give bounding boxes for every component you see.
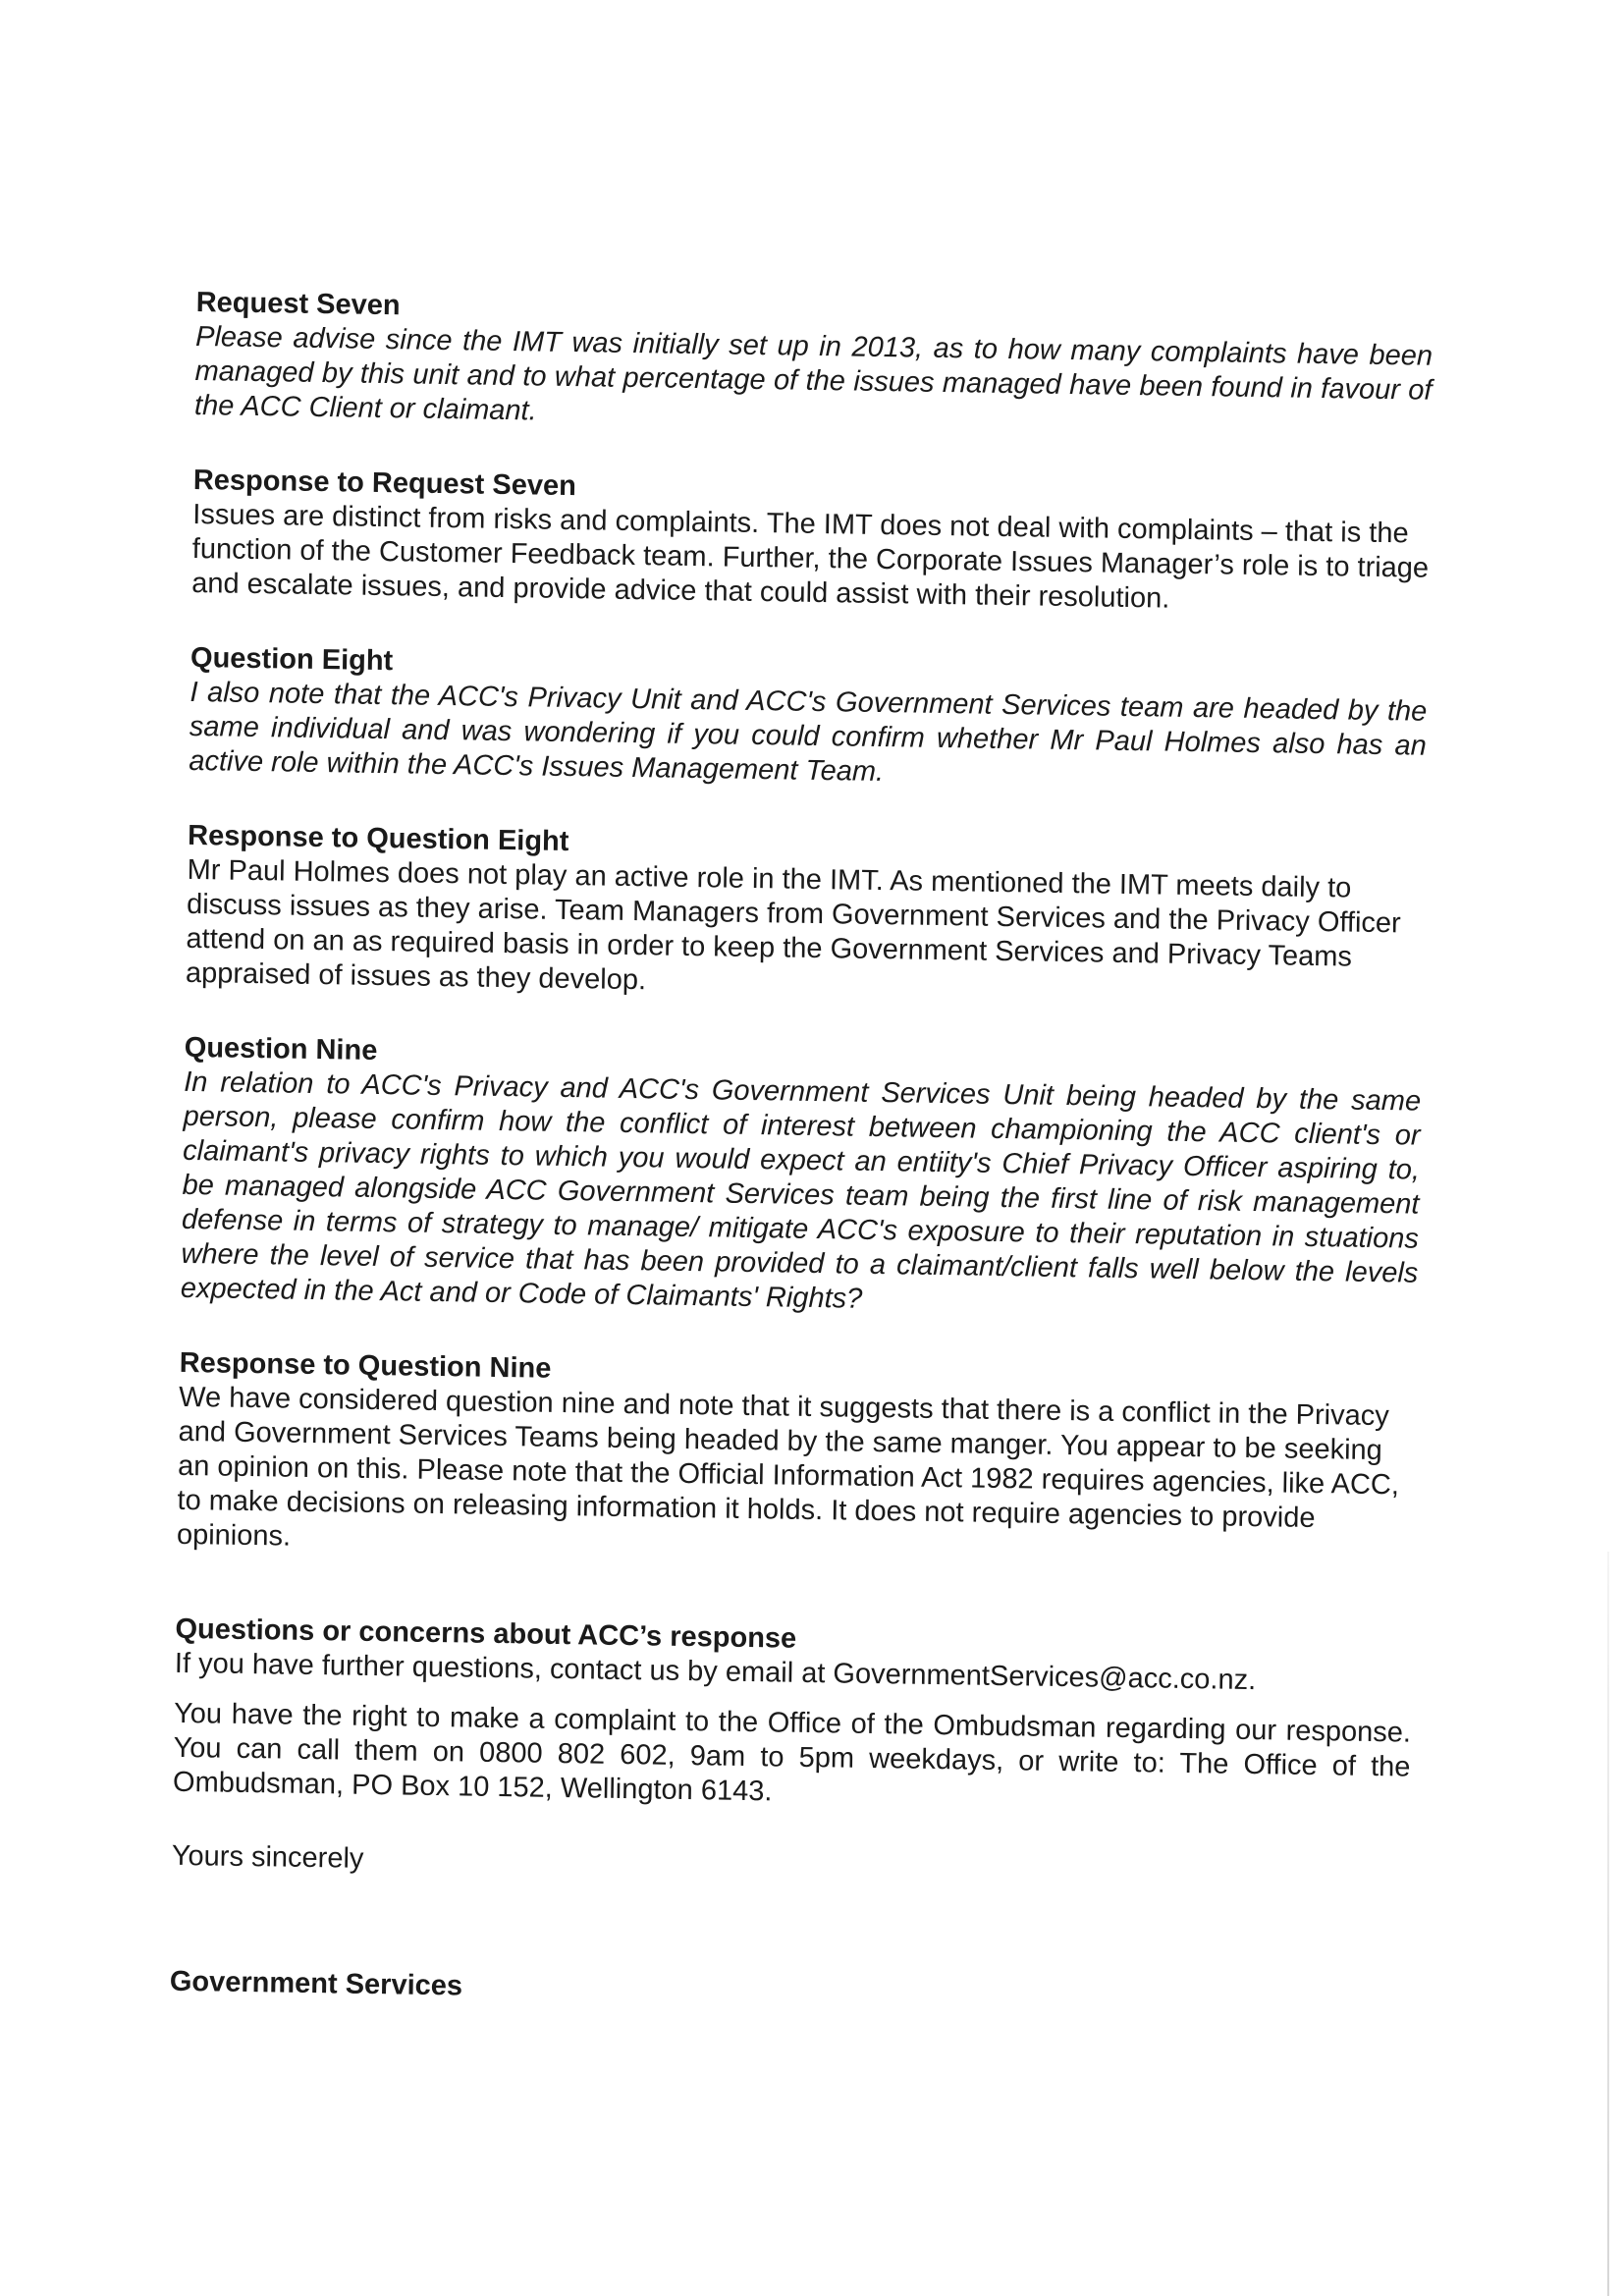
scan-edge-shadow bbox=[1607, 1552, 1609, 2296]
response-question-eight-heading: Response to Question Eight bbox=[187, 819, 569, 858]
response-question-nine-heading: Response to Question Nine bbox=[179, 1346, 552, 1385]
request-seven-heading: Request Seven bbox=[195, 286, 401, 322]
response-request-seven-section bbox=[191, 463, 1431, 621]
question-nine-heading: Question Nine bbox=[184, 1031, 378, 1066]
closing-salutation: Yours sincerely bbox=[171, 1839, 364, 1875]
response-question-eight-section bbox=[186, 818, 1426, 1011]
response-request-seven-text: Issues are distinct from risks and complaints. The IMT does not deal with complaints – that is the function of the Customer Feedback team. Further, the Corporate Issues Manager’s role is to triage and escalate issues, and provide advice that could assist with their resolution. bbox=[190, 498, 1430, 615]
response-question-eight-text: Mr Paul Holmes does not play an active role in the IMT. As mentioned the IMT meets daily to discuss issues as they arise. Team Managers from Government Services and the Privacy Officer attend on an as required basis in order to keep the Government Services and Privacy Teams appraised of issues as they develop. bbox=[185, 853, 1401, 997]
closing-signature: Government Services bbox=[169, 1965, 463, 2002]
question-nine-text: In relation to ACC's Privacy and ACC's Government Services Unit being headed by the same person, please confirm how the conflict of interest between championing the ACC client's or claimant's privacy rights to which you would expect an entiity's Chief Privacy Officer aspiring to, be managed alongside ACC Government Services team being the first line of risk management defense in terms of strategy to manage/ mitigate ACC's exposure to their reputation in stuations where the level of service that has been provided to a claimant/client falls well below the levels expected in the Act and or Code of Claimants' Rights? bbox=[180, 1066, 1422, 1315]
letter-body bbox=[170, 285, 1434, 2019]
concerns-contact-text: If you have further questions, contact us by email at GovernmentServices@acc.co.nz. bbox=[174, 1647, 1257, 1697]
question-eight-heading: Question Eight bbox=[189, 641, 394, 678]
question-eight-text: I also note that the ACC's Privacy Unit and ACC's Government Services team are headed by the same individual and was wondering if you could confirm whether Mr Paul Holmes also has an active role within the ACC's Issues Management Team. bbox=[189, 676, 1428, 789]
response-question-nine-text: We have considered question nine and note that it suggests that there is a conflict in the Privacy and Government Services Teams being headed by the same manger. You appear to be seeking an opinion on this. Please note that the Official Information Act 1982 requires agencies, like ACC, to make decisions on releasing information it holds. It does not require agencies to provide opinions. bbox=[176, 1381, 1400, 1553]
response-question-nine-section bbox=[177, 1345, 1417, 1572]
question-nine-section bbox=[181, 1030, 1422, 1326]
request-seven-text: Please advise since the IMT was initially set up in 2013, as to how many complaints have been managed by this unit and to what percentage of the issues managed have been found in favour of the ACC Client or claimant. bbox=[193, 320, 1434, 427]
concerns-ombudsman-text: You have the right to make a complaint to the Office of the Ombudsman regarding our response. You can call them on 0800 802 602, 9am to 5pm weekdays, or write to: The Office of the Ombudsman, PO Box 10 152, Wellington 6143. bbox=[172, 1697, 1412, 1808]
question-eight-section bbox=[189, 640, 1428, 798]
concerns-section bbox=[173, 1612, 1413, 1820]
response-request-seven-heading: Response to Request Seven bbox=[192, 464, 577, 503]
request-seven-section bbox=[194, 285, 1434, 443]
concerns-heading: Questions or concerns about ACC’s response bbox=[175, 1613, 797, 1655]
